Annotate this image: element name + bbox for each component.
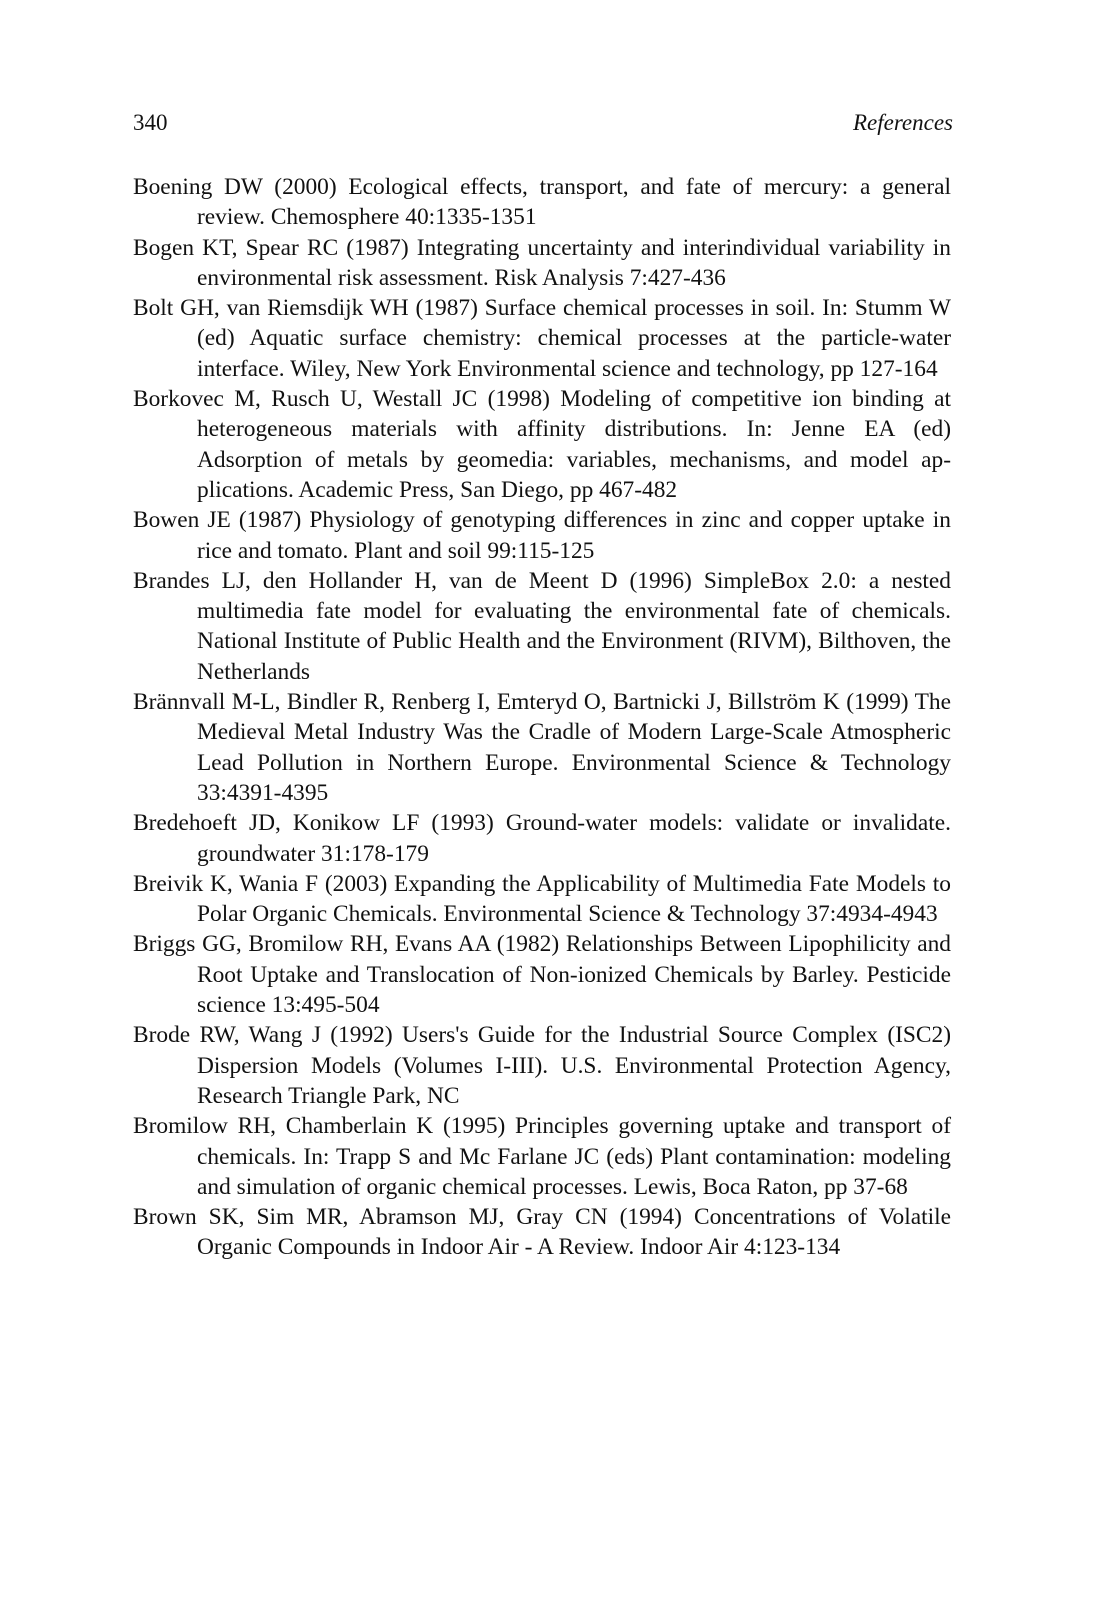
reference-entry: Bolt GH, van Riemsdijk WH (1987) Surface chemical processes in soil. In: Stumm W (ed) Aquatic surface chemistry: chemical processes at the particle-water interface. Wiley, New York Environmental science and technology, pp 127-164: [133, 295, 951, 382]
reference-entry: Boening DW (2000) Ecological effects, transport, and fate of mercury: a general review. Chemosphere 40:1335-1351: [133, 174, 951, 231]
reference-entry: Brown SK, Sim MR, Abramson MJ, Gray CN (1994) Concentrations of Volatile Organic Compounds in Indoor Air - A Review. Indoor Air 4:123-134: [133, 1204, 951, 1261]
reference-entry: Brandes LJ, den Hollander H, van de Meent D (1996) SimpleBox 2.0: a nested multimedia fate model for evaluating the environmental fate of chemicals. National Institute of Public Health and the Environment (RIVM), Bilthoven, the Netherlands: [133, 567, 951, 685]
page-number: 340: [133, 110, 168, 135]
running-head: References: [852, 110, 953, 135]
reference-entry: Briggs GG, Bromilow RH, Evans AA (1982) Relationships Between Lipophilicity and Root Uptake and Translocation of Non-ionized Chemicals by Barley. Pesticide science 13:495-504: [133, 931, 951, 1019]
reference-list: [133, 172, 951, 1263]
page-header: [133, 108, 953, 138]
reference-entry: Brännvall M-L, Bindler R, Renberg I, Emteryd O, Bartnicki J, Billström K (1999) The Medieval Metal Industry Was the Cradle of Modern Large-Scale Atmospheric Lead Pollution in Northern Europe. Environmental Science & Technology 33:4391-4395: [133, 689, 951, 806]
reference-entry: Bredehoeft JD, Konikow LF (1993) Ground-water models: validate or invalidate. groundwater 31:178-179: [133, 810, 951, 867]
reference-entry: Bromilow RH, Chamberlain K (1995) Principles governing uptake and transport of chemicals. In: Trapp S and Mc Farlane JC (eds) Plant contamination: modeling and simulation of organic chemical processes. Lewis, Boca Raton, pp 37-68: [133, 1113, 951, 1200]
reference-entry: Breivik K, Wania F (2003) Expanding the Applicability of Multimedia Fate Models to Polar Organic Chemicals. Environmental Science & Technology 37:4934-4943: [133, 870, 951, 928]
reference-entry: Brode RW, Wang J (1992) Users's Guide for the Industrial Source Complex (ISC2) Dispersion Models (Volumes I-III). U.S. Environmental Protection Agency, Research Triangle Park, NC: [133, 1022, 951, 1109]
reference-entry: Borkovec M, Rusch U, Westall JC (1998) Modeling of competitive ion binding at heterogeneous materials with affinity distributions. In: Jenne EA (ed) Adsorption of metals by geomedia: variables, mechanisms, and model applications. Academic Press, San Diego, pp 467-482: [133, 386, 951, 503]
reference-entry: Bogen KT, Spear RC (1987) Integrating uncertainty and interindividual variability in environmental risk assessment. Risk Analysis 7:427-436: [133, 234, 951, 291]
reference-entry: Bowen JE (1987) Physiology of genotyping differences in zinc and copper uptake in rice and tomato. Plant and soil 99:115-125: [133, 507, 951, 564]
